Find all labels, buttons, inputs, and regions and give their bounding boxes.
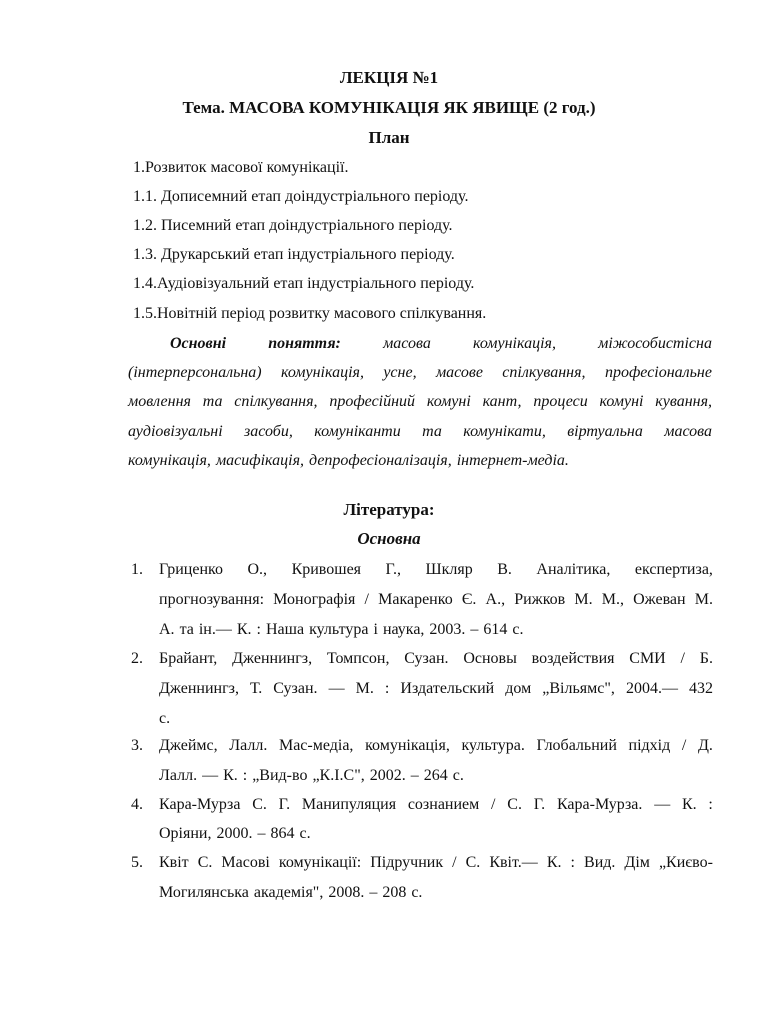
literature-item-line [159, 649, 713, 669]
word: 2008. [328, 884, 365, 901]
word: усне, [383, 364, 417, 381]
literature-item-number: 1. [131, 561, 143, 578]
word: 2002. [369, 767, 406, 784]
word: масифікація, [215, 452, 305, 469]
word: : [570, 854, 575, 871]
word: і [373, 621, 378, 638]
word: процеси [533, 393, 588, 410]
word: Аналітика, [536, 561, 611, 578]
word: С. [465, 854, 481, 871]
word: 864 [270, 825, 295, 842]
word: : [384, 680, 390, 697]
word: / [680, 650, 685, 667]
word: 2003. [429, 621, 466, 638]
word: / [681, 737, 687, 754]
word: підхід [628, 737, 671, 754]
word: комунікація, [365, 737, 450, 754]
concepts-line [128, 363, 712, 383]
concepts-line [128, 451, 712, 471]
word: „Вільямс", [542, 680, 615, 697]
word: комунікати, [463, 423, 546, 440]
word: комуні [426, 393, 471, 410]
word: 208 [382, 884, 407, 901]
word: аудіовізуальні [128, 423, 223, 440]
word: Г., [385, 561, 401, 578]
word: – [369, 884, 378, 901]
literature-item-line [159, 620, 713, 640]
word: / [364, 591, 369, 608]
word: — [328, 680, 345, 697]
literature-item-line [159, 853, 713, 873]
word: Рижков [514, 591, 566, 608]
word: Лалл. [159, 767, 198, 784]
word: Шкляр [425, 561, 473, 578]
word: масова [383, 335, 431, 352]
word: воздействия [531, 650, 615, 667]
word: — [202, 767, 219, 784]
word: культура. [461, 737, 525, 754]
plan-item: 1.5.Новітній період розвитку масового спілкування. [133, 305, 487, 322]
word: Ожеван [633, 591, 686, 608]
word: міжособистісна [598, 335, 712, 352]
word: / [491, 796, 496, 813]
literature-item-line [159, 560, 713, 580]
word: К. [681, 796, 697, 813]
word: Оріяни, [159, 825, 212, 842]
word: К. [236, 621, 252, 638]
plan-heading: План [368, 128, 410, 147]
word: Лалл. [229, 737, 268, 754]
word: (інтерперсональна) [128, 364, 262, 381]
word: М. [355, 680, 374, 697]
word: комунікації: [278, 854, 362, 871]
word: віртуальна [567, 423, 643, 440]
word: „Києво- [658, 854, 713, 871]
word: масове [435, 364, 483, 381]
concepts-line [128, 392, 712, 412]
plan-item: 1.2. Писемний етап доіндустріального періоду. [133, 217, 453, 234]
literature-item-line [159, 736, 713, 756]
word: „К.І.С", [312, 767, 365, 784]
word: Издательский [400, 680, 495, 697]
word: С. [507, 796, 522, 813]
word: Підручник [370, 854, 444, 871]
word: В. [497, 561, 512, 578]
word: 2004.— [625, 680, 678, 697]
word: с. [512, 621, 524, 638]
lecture-title: ЛЕКЦІЯ №1 [339, 68, 439, 87]
word: 2000. [216, 825, 253, 842]
word: Глобальний [536, 737, 617, 754]
concepts-line [170, 334, 712, 354]
word: Г. [533, 796, 546, 813]
word: дом [505, 680, 532, 697]
word: Наша [266, 621, 305, 638]
word: професійний [329, 393, 416, 410]
literature-subheading: Основна [357, 529, 421, 548]
word: Макаренко [378, 591, 453, 608]
literature-item-line [159, 766, 713, 786]
literature-item-number: 2. [131, 650, 143, 667]
word: : [256, 621, 261, 638]
word: с. [299, 825, 311, 842]
word: ін.— [198, 621, 232, 638]
word: М. [694, 591, 713, 608]
word: Б. [699, 650, 713, 667]
word: інтернет-медіа. [456, 452, 569, 469]
word: К. [223, 767, 238, 784]
word: Квіт [159, 854, 189, 871]
literature-item-line [159, 824, 713, 844]
plan-item: 1.3. Друкарський етап індустріального періоду. [133, 246, 455, 263]
word: с. [452, 767, 464, 784]
literature-item-line [159, 709, 713, 729]
word: СМИ [629, 650, 666, 667]
literature-item-number: 3. [131, 737, 143, 754]
word: Брайант, [159, 650, 218, 667]
word: спілкування, [502, 364, 586, 381]
literature-item-line [159, 679, 713, 699]
word: С. [197, 854, 213, 871]
word: : [708, 796, 713, 813]
word: 264 [423, 767, 448, 784]
word: комунікація, [473, 335, 556, 352]
word: спілкування, [234, 393, 318, 410]
word: Дженнингз, [159, 680, 239, 697]
word: Є. [461, 591, 477, 608]
word: О., [247, 561, 268, 578]
word: та [179, 621, 194, 638]
word: Кривошея [291, 561, 362, 578]
word: с. [411, 884, 423, 901]
word: Кара-Мурза. [556, 796, 643, 813]
word: Дім [624, 854, 650, 871]
word: М. [574, 591, 593, 608]
word: кант, [482, 393, 522, 410]
concepts-label: поняття: [268, 335, 341, 352]
word: Г. [278, 796, 291, 813]
word: Основы [463, 650, 517, 667]
word: комунікація, [128, 452, 211, 469]
word: Мас-медіа, [278, 737, 354, 754]
word: А., [485, 591, 506, 608]
word: Манипуляция [301, 796, 397, 813]
word: засоби, [244, 423, 293, 440]
word: – [470, 621, 479, 638]
word: – [257, 825, 266, 842]
word: академія", [253, 884, 324, 901]
literature-item-line [159, 795, 713, 815]
word: Монографія [273, 591, 356, 608]
word: – [410, 767, 419, 784]
word: Джеймс, [159, 737, 218, 754]
literature-heading: Література: [343, 500, 435, 519]
word: мовлення [128, 393, 191, 410]
word: с. [159, 710, 171, 727]
word: та [422, 423, 442, 440]
word: — [654, 796, 671, 813]
word: експертиза, [634, 561, 713, 578]
word: Томпсон, [326, 650, 390, 667]
literature-item-number: 4. [131, 796, 143, 813]
word: Д. [697, 737, 713, 754]
word: : [242, 767, 248, 784]
word: 432 [688, 680, 713, 697]
topic-line: Тема. МАСОВА КОМУНІКАЦІЯ ЯК ЯВИЩЕ (2 год.) [182, 98, 596, 117]
word: комуніканти [314, 423, 401, 440]
word: „Вид-во [252, 767, 308, 784]
word: професіональне [604, 364, 712, 381]
concepts-line [128, 422, 712, 442]
word: кування, [655, 393, 712, 410]
word: / [452, 854, 457, 871]
word: М., [601, 591, 624, 608]
word: прогнозування: [159, 591, 265, 608]
literature-item-line [159, 883, 713, 903]
word: А. [159, 621, 175, 638]
plan-item: 1.Розвиток масової комунікації. [133, 159, 349, 176]
word: Т. [250, 680, 263, 697]
word: С. [252, 796, 267, 813]
concepts-label: Основні [170, 335, 227, 352]
word: комунікація, [281, 364, 364, 381]
word: Вид. [584, 854, 616, 871]
word: комуні [599, 393, 644, 410]
word: Дженнингз, [232, 650, 313, 667]
word: 614 [483, 621, 508, 638]
word: Масові [221, 854, 270, 871]
word: Квіт.— [489, 854, 538, 871]
word: К. [546, 854, 562, 871]
word: Сузан. [273, 680, 318, 697]
plan-item: 1.1. Дописемний етап доіндустріального періоду. [133, 188, 469, 205]
word: масова [664, 423, 712, 440]
word: Гриценко [159, 561, 223, 578]
word: сознанием [407, 796, 480, 813]
word: Могилянська [159, 884, 249, 901]
literature-item-number: 5. [131, 854, 143, 871]
plan-item: 1.4.Аудіовізуальний етап індустріального періоду. [133, 275, 475, 292]
word: наука, [382, 621, 425, 638]
word: культура [309, 621, 369, 638]
word: Сузан. [404, 650, 449, 667]
word: та [202, 393, 223, 410]
word: Кара-Мурза [159, 796, 241, 813]
word: депрофесіоналізація, [309, 452, 452, 469]
literature-item-line [159, 590, 713, 610]
